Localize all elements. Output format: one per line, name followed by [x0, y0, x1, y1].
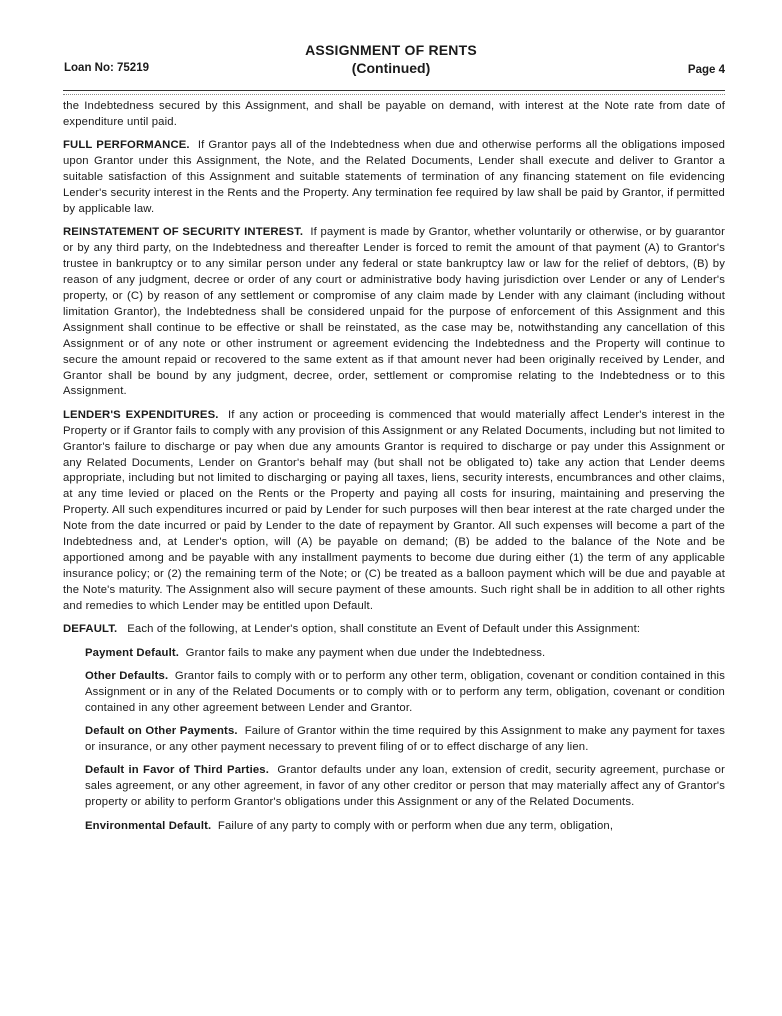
paragraph-continued [63, 99, 725, 131]
paragraph-lenders-expenditures [63, 408, 725, 615]
item-text: Grantor fails to make any payment when due under the Indebtedness. [185, 646, 546, 659]
paragraph-text: If Grantor pays all of the Indebtedness when due and otherwise performs all the obligations imposed upon Grantor under this Assignment, the Note, and the Related Documents, Lender shall execute and deliver to Grantor a suitable satisfaction of this Assignment and suitable statements of termination of any financing statement on file evidencing Lender's security interest in the Rents and the Property. Any termination fee required by law shall be paid by Grantor, if permitted by applicable law. [63, 139, 725, 215]
item-text: Failure of any party to comply with or perform when due any term, obligation, [217, 819, 614, 832]
paragraph-heading: DEFAULT. [63, 623, 118, 636]
default-item-other [85, 669, 725, 717]
document-subtitle: (Continued) [351, 60, 431, 76]
loan-number: Loan No: 75219 [64, 62, 149, 74]
paragraph-text: If payment is made by Grantor, whether voluntarily or otherwise, or by guarantor or by any third party, on the Indebtedness and thereafter Lender is forced to remit the amount of that payment (A) to Grantor's trustee in bankruptcy or to any similar person under any federal or state bankruptcy law or law for the relief of debtors, (B) by reason of any judgment, decree or order of any court or administrative body having jurisdiction over Lender or any of Lender's property, or (C) by reason of any settlement or compromise of any claim made by Lender with any claimant (including without limitation Grantor), the Indebtedness shall be considered unpaid for the purpose of enforcement of this Assignment and this Assignment shall continue to be effective or shall be reinstated, as the case may be, notwithstanding any cancellation of this Assignment or of any note or other instrument or agreement evidencing the Indebtedness and the Property will continue to secure the amount repaid or recovered to the same extent as if that amount never had been originally received by Lender, and Grantor shall be bound by any judgment, decree, order, settlement or compromise relating to the Indebtedness or to this Assignment. [63, 226, 725, 398]
header-rule-secondary [63, 94, 725, 95]
default-item-other-payments [85, 724, 725, 756]
default-item-payment [85, 646, 725, 662]
paragraph-text: the Indebtedness secured by this Assignment, and shall be payable on demand, with interest at the Note rate from date of expenditure until paid. [63, 100, 725, 128]
item-heading: Default on Other Payments. [85, 725, 238, 738]
default-item-third-parties [85, 763, 725, 811]
paragraph-text: Each of the following, at Lender's option, shall constitute an Event of Default under this Assignment: [127, 623, 641, 636]
paragraph-full-performance [63, 138, 725, 218]
item-text: Grantor defaults under any loan, extension of credit, security agreement, purchase or sales agreement, or any other agreement, in favor of any other creditor or person that may materially affect any of Grantor's property or ability to perform Grantor's obligations under this Assignment or any of the Related Documents. [85, 764, 726, 809]
document-title: ASSIGNMENT OF RENTS [305, 42, 477, 58]
paragraph-heading: FULL PERFORMANCE. [63, 139, 190, 152]
paragraph-heading: REINSTATEMENT OF SECURITY INTEREST. [63, 226, 304, 239]
item-heading: Other Defaults. [85, 669, 169, 682]
item-heading: Environmental Default. [85, 819, 212, 832]
header-rule [63, 90, 725, 91]
item-text: Failure of Grantor within the time required by this Assignment to make any payment for taxes or insurance, or any other payment necessary to prevent filing of or to effect discharge of any lien. [85, 725, 726, 754]
document-body [63, 99, 725, 842]
item-text: Grantor fails to comply with or to perform any other term, obligation, covenant or condition contained in this Assignment or in any of the Related Documents or to comply with or to perform any term, obligation, covenant or condition contained in any other agreement between Lender and Grantor. [85, 669, 726, 714]
paragraph-reinstatement [63, 225, 725, 400]
item-heading: Payment Default. [85, 646, 180, 659]
item-heading: Default in Favor of Third Parties. [85, 764, 270, 777]
paragraph-text: If any action or proceeding is commenced that would materially affect Lender's interest in the Property or if Grantor fails to comply with any provision of this Assignment or any Related Documents, including but not limited to Grantor's failure to discharge or pay when due any amounts Grantor is required to discharge or pay under this Assignment or any Related Documents, Lender on Grantor's behalf may (but shall not be obligated to) take any action that Lender deems appropriate, including but not limited to discharging or paying all taxes, liens, security interests, encumbrances and other claims, at any time levied or placed on the Rents or the Property and paying all costs for insuring, maintaining and preserving the Property. All such expenditures incurred or paid by Lender for such purposes will then bear interest at the rate charged under the Note from the date incurred or paid by Lender to the date of repayment by Grantor. All such expenses will become a part of the Indebtedness and, at Lender's option, will (A) be payable on demand; (B) be added to the balance of the Note and be apportioned among and be payable with any installment payments to become due during either (1) the term of any applicable insurance policy; or (2) the remaining term of the Note; or (C) be treated as a balloon payment which will be due and payable at the Note's maturity. The Assignment also will secure payment of these amounts. Such right shall be in addition to all other rights and remedies to which Lender may be entitled upon Default. [63, 408, 725, 612]
paragraph-default [63, 622, 725, 638]
page-number: Page 4 [687, 64, 725, 76]
paragraph-heading: LENDER'S EXPENDITURES. [63, 408, 219, 421]
default-item-environmental [85, 819, 725, 835]
